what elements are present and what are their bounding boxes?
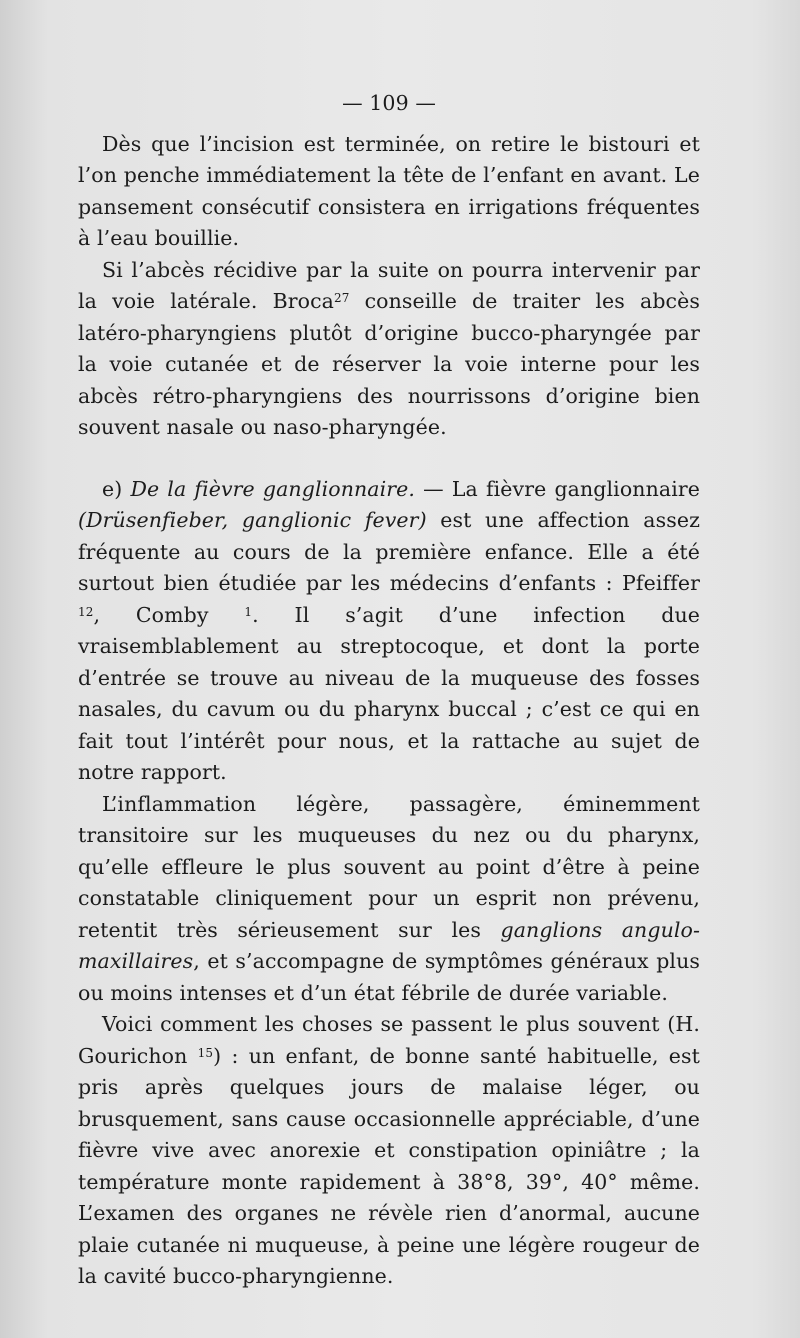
paragraph-text: ) : un enfant, de bonne santé habituelle, est pris après quelques jours de malaise léger, ou brusquement, sans cause occasionnelle appréciable, d’une fièvre vive avec anorexie et constipation opiniâtre ; la température monte rapidement à 38°8, 39°, 40° même. L’examen des organes ne révèle rien d’anormal, aucune plaie cutanée ni muqueuse, à peine une légère rougeur de la cavité bucco-pharyngienne. <box>78 1043 700 1288</box>
paragraph-fievre-ganglionnaire <box>78 474 700 789</box>
paragraph-text: Dès que l’incision est terminée, on retire le bistouri et l’on penche immédiatement la tête de l’enfant en avant. Le pansement consécutif consistera en irrigations fréquentes à l’eau bouillie. <box>78 131 700 250</box>
page-body <box>78 88 700 1293</box>
german-term: (Drüsenfieber, ganglionic fever) <box>78 508 427 532</box>
paragraph-inflammation <box>78 789 700 1010</box>
section-label: e) <box>102 476 131 501</box>
reference-number: 27 <box>333 291 350 305</box>
paragraph-text: Voici comment les choses se passent le plus souvent (H. Gourichon <box>78 1012 700 1068</box>
paragraph-incision <box>78 129 700 255</box>
reference-number: 15 <box>197 1045 214 1060</box>
reference-number: 1 <box>244 604 253 619</box>
page-number: — 109 — <box>342 91 436 115</box>
paragraph-text: , Comby <box>93 602 245 627</box>
paragraph-text: est une affection assez fréquente au cours de la première enfance. Elle a été surtout bien étudiée par les médecins d’enfants : Pfeiffer <box>78 508 701 595</box>
italic-term: ganglions angulo-maxillaires <box>78 917 701 973</box>
paragraph-text: L’inflammation légère, passagère, éminemment transitoire sur les muqueuses du nez ou du pharynx, qu’elle effleure le plus souvent au point d’être à peine constatable cliniquement pour un esprit non prévenu, retentit très sérieusement sur les <box>78 791 700 942</box>
paragraph-text: — La fièvre ganglionnaire <box>415 476 700 501</box>
reference-number: 12 <box>78 604 94 619</box>
paragraph-text: , et s’accompagne de symptômes généraux plus ou moins intenses et d’un état fébrile de durée variable. <box>78 949 700 1005</box>
paragraph-recidive <box>78 255 700 444</box>
section-title: De la fièvre ganglionnaire. <box>130 476 416 501</box>
paragraph-text: . Il s’agit d’une infection due vraisemblablement au streptocoque, et dont la porte d’entrée se trouve au niveau de la muqueuse des fosses nasales, du cavum ou du pharynx buccal ; c’est ce qui en fait tout l’intérêt pour nous, et la rattache au sujet de notre rapport. <box>78 602 700 784</box>
paragraph-voici-comment <box>78 1009 700 1293</box>
paragraph-text: Si l’abcès récidive par la suite on pourra intervenir par la voie latérale. Broca <box>78 257 700 313</box>
paragraph-text: conseille de traiter les abcès latéro-pharyngiens plutôt d’origine bucco-pharyngée par la voie cutanée et de réserver la voie interne pour les abcès rétro-pharyngiens des nourrissons d’origine bien souvent nasale ou naso-pharyngée. <box>78 289 700 439</box>
